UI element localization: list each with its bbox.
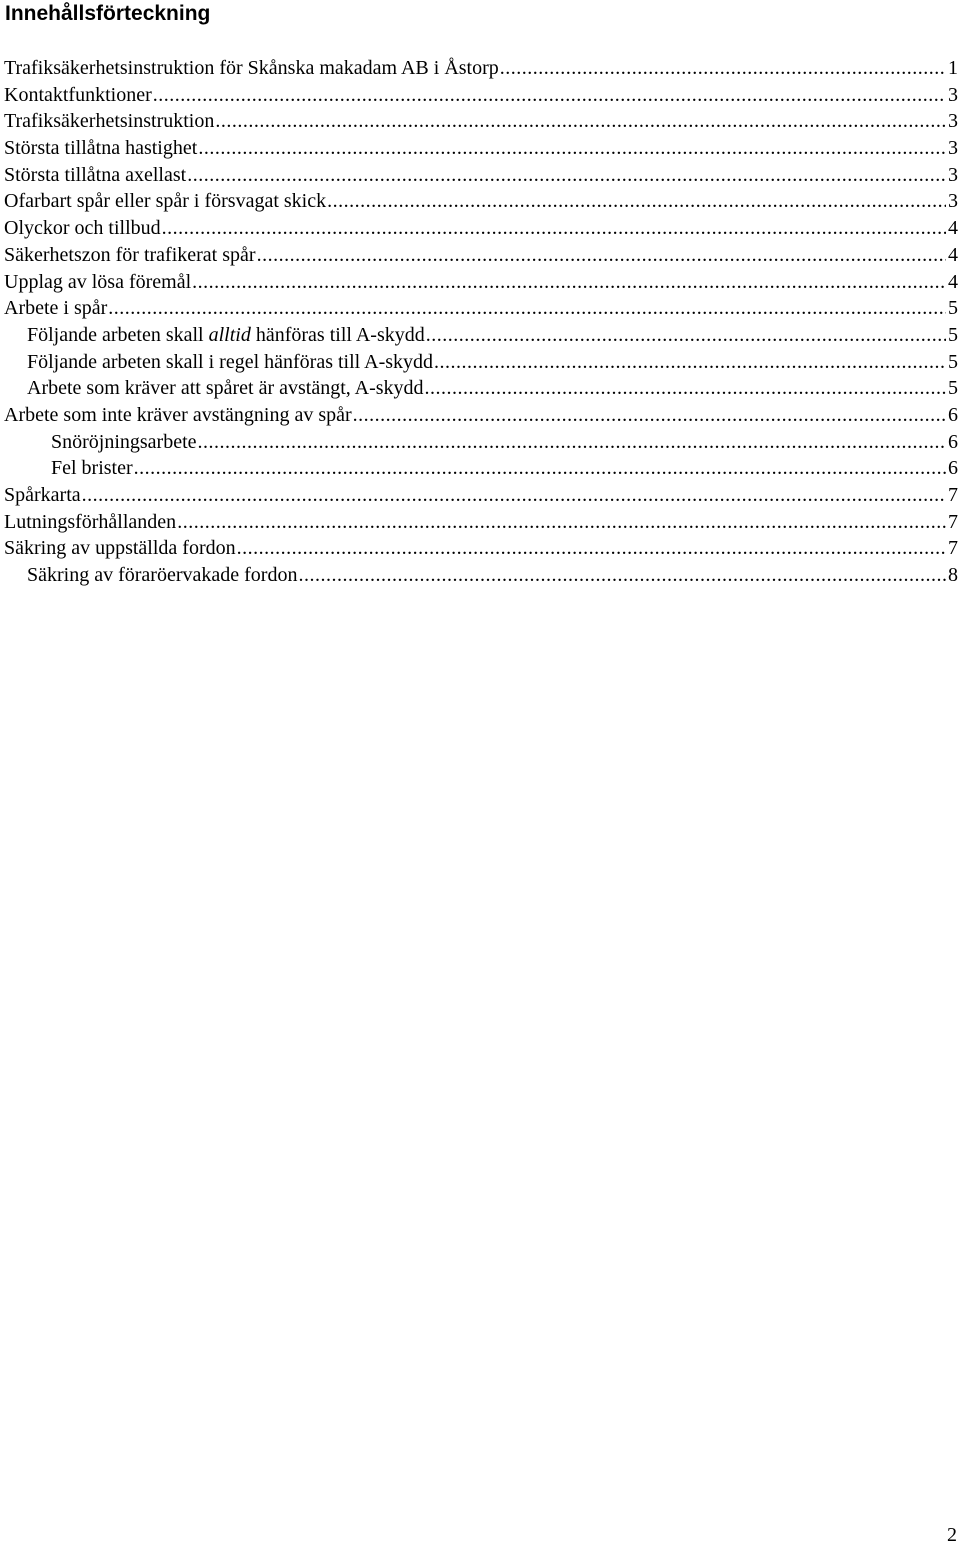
toc-entry-page: 5 [948, 297, 958, 320]
toc-entry-page: 6 [948, 457, 958, 480]
toc-entry[interactable] [0, 55, 960, 82]
toc-entry-page: 4 [948, 243, 958, 266]
toc-entry-page: 7 [948, 484, 958, 506]
toc-dot-leader [198, 135, 946, 161]
toc-entry-page: 5 [948, 323, 958, 346]
toc-entry-title [4, 162, 186, 188]
toc-entry-page: 6 [948, 403, 958, 426]
toc-entry[interactable] [0, 82, 960, 109]
toc-dot-leader [177, 509, 946, 535]
toc-dot-leader [134, 455, 946, 481]
toc-dot-leader [434, 349, 946, 375]
toc-dot-leader [237, 535, 946, 561]
toc-entry-title-text: hänföras till A-skydd [250, 323, 425, 346]
toc-entry-title [4, 55, 499, 81]
toc-dot-leader [257, 242, 946, 268]
toc-entry-title-text: Trafiksäkerhetsinstruktion [4, 110, 215, 133]
toc-entry-page: 5 [948, 377, 958, 400]
toc-entry-title [27, 322, 425, 348]
toc-dot-leader [500, 55, 946, 81]
toc-entry-title-text: Trafiksäkerhetsinstruktion för Skånska makadam AB i Åstorp [4, 57, 499, 79]
toc-dot-leader [108, 295, 946, 321]
toc-entry-title [51, 429, 197, 455]
toc-entry-title-text: Arbete i spår [4, 297, 108, 320]
toc-entry-title [4, 135, 197, 161]
toc-entry-title-text: Säkring av uppställda fordon [4, 537, 236, 560]
toc-entry-title-text: Snöröjningsarbete [51, 430, 197, 453]
toc-dot-leader [353, 402, 946, 428]
toc-entry-title-text: Största tillåtna axellast [4, 163, 187, 186]
toc-dot-leader [192, 269, 946, 295]
toc-entry[interactable] [0, 242, 960, 269]
toc-entry-page: 4 [948, 217, 958, 240]
toc-entry-title-text: Fel brister [51, 457, 133, 480]
toc-entry-page: 5 [948, 350, 958, 373]
toc-entry-page: 3 [948, 110, 958, 133]
toc-dot-leader [327, 188, 946, 214]
toc-entry[interactable] [0, 349, 960, 376]
toc-dot-leader [298, 562, 946, 588]
toc-dot-leader [198, 429, 946, 455]
toc-entry-title-text: Arbete som kräver att spåret är avstängt, A-skydd [27, 377, 424, 400]
toc-entry-title [4, 188, 326, 214]
toc-entry[interactable] [0, 509, 960, 536]
toc-entry[interactable] [0, 215, 960, 242]
toc-entry[interactable] [0, 269, 960, 296]
toc-entry-title [4, 509, 176, 535]
toc-entry-title [4, 402, 352, 428]
toc-entry-title [4, 535, 236, 561]
toc-entry[interactable] [0, 562, 960, 589]
toc-dot-leader [426, 322, 946, 348]
toc-entry-title [27, 562, 297, 588]
toc-entry[interactable] [0, 162, 960, 189]
toc-entry-page: 1 [948, 57, 958, 79]
toc-entry-title-text: Säkerhetszon för trafikerat spår [4, 243, 256, 266]
toc-dot-leader [82, 482, 946, 508]
toc-entry-page: 3 [948, 163, 958, 186]
toc-entry-page: 3 [948, 137, 958, 160]
toc-entry[interactable] [0, 295, 960, 322]
toc-entry-title [4, 482, 81, 508]
toc-entry-page: 7 [948, 537, 958, 560]
toc-entry[interactable] [0, 455, 960, 482]
toc-entry-title [4, 215, 161, 241]
toc-dot-leader [215, 108, 946, 134]
toc-dot-leader [187, 162, 946, 188]
toc-entry[interactable] [0, 482, 960, 509]
toc-entry-title-text: Upplag av lösa föremål [4, 270, 192, 293]
toc-entry-title-emphasis: alltid [208, 323, 251, 346]
toc-entry[interactable] [0, 188, 960, 215]
toc-heading: Innehållsförteckning [5, 2, 211, 25]
toc-entry-title [27, 375, 424, 401]
toc-dot-leader [425, 375, 946, 401]
toc-entry-title-text: Säkring av föraröervakade fordon [27, 564, 298, 587]
toc-entry-title-text: Kontaktfunktioner [4, 83, 152, 106]
toc-entry-title-text: Lutningsförhållanden [4, 510, 177, 533]
toc-entry-page: 6 [948, 430, 958, 453]
toc-entry-page: 7 [948, 510, 958, 533]
toc-dot-leader [153, 82, 946, 108]
toc-entry-title [27, 349, 433, 375]
toc-entry-title-text: Ofarbart spår eller spår i försvagat skick [4, 190, 327, 213]
toc-entry-title-text: Följande arbeten skall [27, 323, 209, 346]
toc-dot-leader [162, 215, 946, 241]
toc-entry[interactable] [0, 402, 960, 429]
toc-entry-title [4, 295, 107, 321]
toc-entry-title [4, 108, 214, 134]
toc-entry-title [4, 269, 191, 295]
toc-entry[interactable] [0, 108, 960, 135]
toc-entry-title-text: Arbete som inte kräver avstängning av spår [4, 403, 352, 426]
toc-entry-page: 4 [948, 270, 958, 293]
page-number: 2 [947, 1524, 957, 1546]
toc-entry-page: 3 [948, 190, 958, 213]
toc-entry[interactable] [0, 429, 960, 456]
toc-entry-title [4, 82, 152, 108]
toc-entry-title-text: Olyckor och tillbud [4, 217, 161, 240]
toc-entry-title-text: Största tillåtna hastighet [4, 137, 198, 160]
toc-entry-page: 3 [948, 83, 958, 106]
toc-entry-page: 8 [948, 564, 958, 587]
toc-list [0, 55, 960, 589]
toc-entry-title-text: Spårkarta [4, 484, 81, 506]
toc-entry-title [4, 242, 256, 268]
toc-entry[interactable] [0, 322, 960, 349]
toc-entry-title [51, 455, 133, 481]
toc-entry[interactable] [0, 135, 960, 162]
toc-entry-title-text: Följande arbeten skall i regel hänföras till A-skydd [27, 350, 434, 373]
toc-entry[interactable] [0, 535, 960, 562]
toc-entry[interactable] [0, 375, 960, 402]
